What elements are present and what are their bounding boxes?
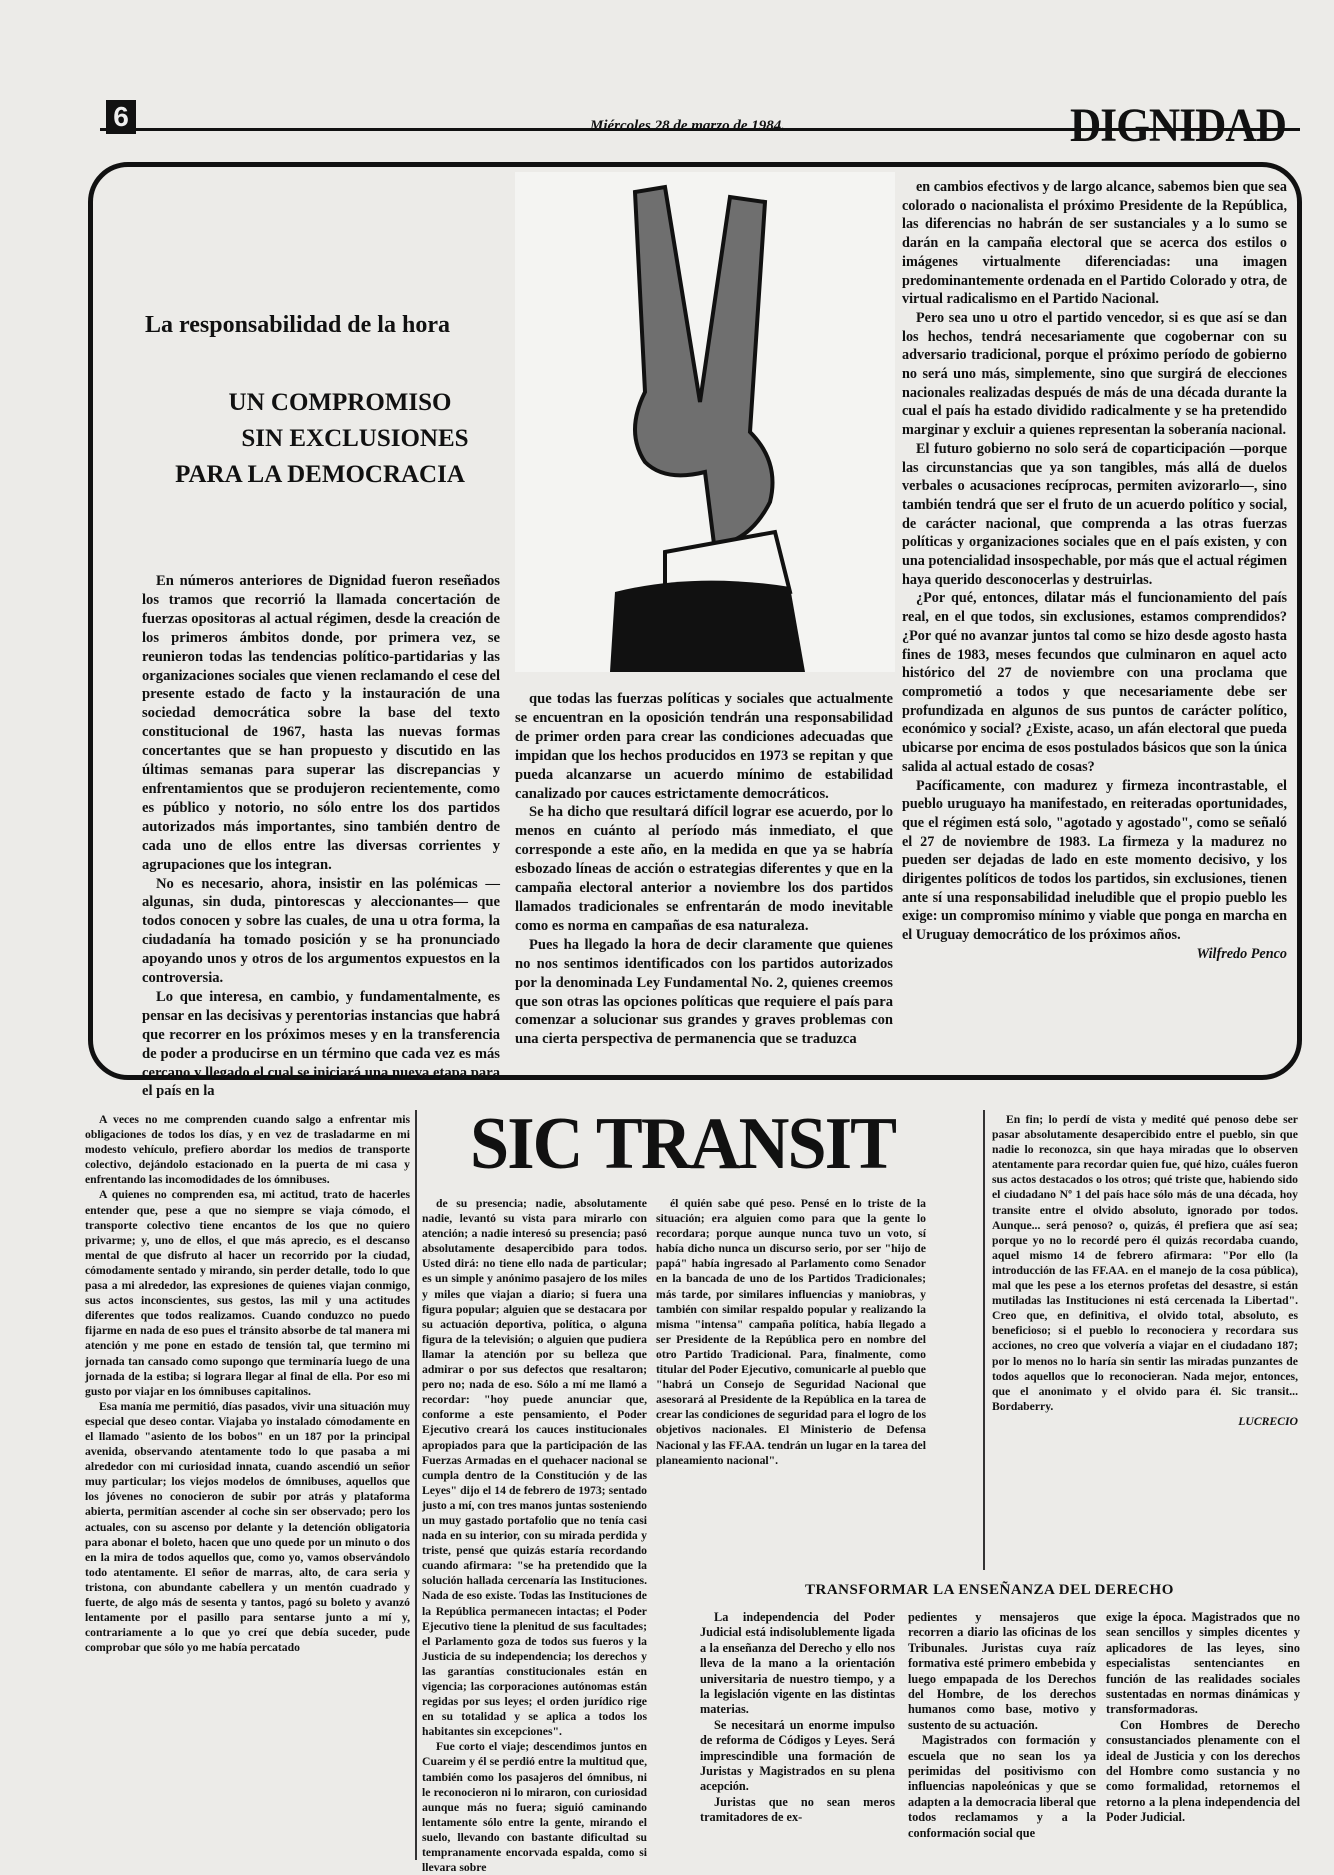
paragraph: Magistrados con formación y escuela que no sean los ya perimidas del positivismo con influencias napoleónicas y que se adapten a la democracia liberal que todos reclamamos y a la conformación social que — [908, 1733, 1096, 1840]
author-byline: LUCRECIO — [1238, 1414, 1298, 1428]
paragraph: El futuro gobierno no solo será de coparticipación —porque las circunstancias que ya son tangibles, más allá de duelos verbales o acusaciones recíprocas, permiten avizorarlo—, sino también tendrá que ser el fruto de un acuerdo político y social, de carácter nacional, que comprenda a las otras fuerzas políticas y organizaciones sociales que en el país existen, y con una potencialidad insospechable, por más que el actual régimen haya querido desconocerlas y destruirlas. — [902, 440, 1287, 588]
paragraph: Juristas que no sean meros tramitadores de ex- — [700, 1794, 895, 1825]
page-number: 6 — [106, 100, 136, 134]
paragraph: Pacíficamente, con madurez y firmeza incontrastable, el pueblo uruguayo ha manifestado, en reiteradas oportunidades, que el régimen está solo, "agotado y agostado", como se señaló el 27 de noviembre de 1983. La firmeza y la madurez no pueden ser dejadas de lado en este momento decisivo, y los dirigentes políticos de todos los partidos, sin exclusiones, tienen ante sí una responsabilidad ineludible que el propio pueblo les exige: un compromiso mínimo y viable que ponga en marcha en el Uruguay democrático de los próximos años. — [902, 777, 1287, 944]
paragraph: de su presencia; nadie, absolutamente nadie, levantó su vista para mirarlo con atención; a nadie interesó su presencia; pasó absolutamente desapercibido para todos. Usted dirá: no tiene ello nada de particular; es un simple y anónimo pasajero de los miles y miles que viajan a diario; si fuera una figura popular; alguien que se destacara por su actuación deportiva, política, o alguna figura de la televisión; o alguien que pudiera llamar la atención por su belleza que admirar o por sus defectos que resaltaron; pero no; nada de eso. Sólo a mí me llamó a recordar: "hoy puede anunciar que, conforme a este pensamiento, el Poder Ejecutivo creará los cauces institucionales apropiados para que la participación de las Fuerzas Armadas en el quehacer nacional se cumpla dentro de la Constitución y de las Leyes" dijo el 14 de febrero de 1973; sentado justo a mí, con tres manos juntas sosteniendo un muy gastado portafolio que no tenía casi nada en su interior, con su mirada perdida y triste, pensé que quizás estaría recordando cuando afirmara: "se ha pretendido que la solución hallada cercenaría las Instituciones. Nada de eso existe. Todas las Instituciones de la República permanecen intactas; el Poder Ejecutivo tiene la plenitud de sus facultades; el Parlamento goza de todos sus fueros y la Justicia de su independencia; los derechos y las garantías constitucionales están en vigencia; las corporaciones autónomas están regidas por sus leyes; el orden jurídico rige en su totalidad y se aplica a todos los habitantes sin excepciones". — [422, 1197, 647, 1739]
paragraph: En fin; lo perdí de vista y medité qué penoso debe ser pasar absolutamente desapercibido entre el pueblo, sin que nadie lo reconozca, sin que haya miradas que lo observen atentamente para recordar quien fue, qué hizo, cuáles fueron sus actos destacados o los otros; qué triste que, habiendo sido el ciudadano Nº 1 del país hace sólo más de una década, hoy transite entre el olvido absoluto, ignorado por todos. Aunque... será penoso? o, quizás, él prefiera que así sea; porque yo no lo recordé pero él quizás recordaba cuando, aquel mismo 14 de febrero afirmara: "Por ello (la introducción de las FF.AA. en el manejo de la cosa pública), mal que les pese a los eternos profetas del desastre, si están mutiladas las Instituciones ni está cercenada la Libertad". Creo que, en definitiva, el olvido total, absoluto, es beneficioso; si el pueblo lo reconociera y recordara sus acciones, no creo que volvería a viajar en el ciudadano 187; por lo menos no lo haría sin sentir las miradas punzantes de todos aquellos que lo reconocieran. Nada mejor, entonces, que el anonimato y el olvido para él. Sic transit... Bordaberry. — [992, 1113, 1298, 1413]
paragraph: Esa manía me permitió, días pasados, vivir una situación muy especial que deseo contar. Viajaba yo instalado cómodamente en el llamado "asiento de los bobos" en un 187 por la principal avenida, observando atentamente todo lo que pasaba a mi alrededor con mi curiosidad innata, cuando ascendió un señor muy particular; los viejos modelos de ómnibuses, aquellos que los jóvenes no conocieron de subir por atrás y plataforma abierta, permitían ascender al coche sin ser observado; pero los actuales, con su ascenso por delante y la detención obligatoria para abonar el boleto, hacen que uno quede por un minuto o dos en la mira de todos aquellos que, como yo, vamos observándolo todo atentamente. El señor de marras, alto, de cara seria y tristona, con abundante cabellera y un mentón cuadrado y fuerte, de algo más de sesenta y tantos, pagó su boleto y avanzó lentamente por el pasillo para sentarse junto a mí y, contrariamente a lo que yo creí que debía suceder, pude comprobar que sólo yo me había percatado — [85, 1399, 410, 1655]
paragraph: Lo que interesa, en cambio, y fundamentalmente, es pensar en las decisivas y perentorias instancias que habrá que recorrer en los próximos meses y en la transferencia de poder a producirse en un término que cada vez es más cercano y llegado el cual se iniciará una nueva etapa para el país en la — [142, 988, 500, 1100]
headline-line: PARA LA DEMOCRACIA — [175, 461, 465, 488]
column-rule — [983, 1110, 985, 1570]
derecho-column-3 — [1106, 1610, 1300, 1826]
victory-hand-illustration — [515, 172, 895, 672]
paragraph: Pues ha llegado la hora de decir claramente que quienes no nos sentimos identificados con los partidos autorizados por la denominada Ley Fundamental No. 2, quienes creemos que son otras las opciones políticas que requiere el país para comenzar a solucionar sus grandes y graves problemas con una cierta perspectiva de permanencia que se traduzca — [515, 936, 893, 1048]
feature-column-2 — [515, 690, 893, 1049]
paragraph: exige la época. Magistrados que no sean sencillos y simples dicentes y aplicadores de las leyes, sino especialistas sentenciantes en función de las realidades sociales sustentadas en normas dinámicas y transformadoras. — [1106, 1610, 1300, 1717]
paragraph: A veces no me comprenden cuando salgo a enfrentar mis obligaciones de todos los días, y en vez de trasladarme en mi modesto vehículo, prefiero abordar los medios de transporte colectivo, dejándolo estacionado en la puerta de mi casa y enfrentando las incomodidades de los ómnibuses. — [85, 1113, 410, 1187]
paragraph: Con Hombres de Derecho consustanciados plenamente con el ideal de Justicia y con los derechos del Hombre como sustancia y no como formalidad, retornemos el retorno a la plena independencia del Poder Judicial. — [1106, 1717, 1300, 1825]
paragraph: él quién sabe qué peso. Pensé en lo triste de la situación; era alguien como para que la gente lo recordara; porque aunque nunca tuvo un voto, sí había dicho nunca un discurso serio, por ser "hijo de papá" había ingresado al Parlamento como Senador en la bancada de uno de los Partidos Tradicionales; más tarde, por similares influencias y maniobras, y también con similar respaldo popular y realizando la misma "intensa" campaña política, había llegado a ser Presidente de la República pero en nombre del otro Partido Tradicional. Para, finalmente, como titular del Poder Ejecutivo, comunicarle al pueblo que "habrá un Consejo de Seguridad Nacional que asesorará al Presidente de la República en la tarea de crear las condiciones de seguridad para el logro de los objetivos nacionales. El Ministerio de Defensa Nacional y las FF.AA. tendrán un lugar en la tarea del planeamiento nacional". — [656, 1197, 926, 1467]
column-rule — [415, 1110, 417, 1860]
paragraph: En números anteriores de Dignidad fueron reseñados los tramos que recorrió la llamada concertación de fuerzas opositoras al actual régimen, desde la creación de los primeros ámbitos donde, por primera vez, se reunieron todas las tendencias político-partidarias y las organizaciones sociales que vienen reclamando el cese del presente estado de facto y la instauración de una sociedad democrática sobre la base del texto constitucional de 1967, hasta las nuevas formas concertantes que se han propuesto y discutido en las últimas semanas para superar las discrepancias y enfrentamientos que se produjeron recientemente, como es público y notorio, no sólo entre los dos partidos autorizados más importantes, sino también dentro de cada uno de ellos entre las diversas corrientes y agrupaciones que los integran. — [142, 573, 500, 873]
paragraph: en cambios efectivos y de largo alcance, sabemos bien que sea colorado o nacionalista el próximo Presidente de la República, las diferencias no habrán de ser sustanciales y a lo sumo se darán en la campaña electoral que se acerca dos estilos o imágenes virtualmente diferenciadas: una imagen predominantemente ordenada en el Partido Colorado y otra, de virtual radicalismo en el Partido Nacional. — [902, 179, 1287, 308]
paragraph: La independencia del Poder Judicial está indisolublemente ligada a la enseñanza del Derecho y ello nos lleva de la mano a la orientación universitaria de nuestro tiempo, y a la legislación vigente en las distintas materias. — [700, 1610, 895, 1717]
headline-line: SIN EXCLUSIONES — [241, 425, 469, 452]
paragraph: No es necesario, ahora, insistir en las polémicas —algunas, sin duda, pintorescas y aleccionantes— que todos conocen y sobre las cuales, de una u otra forma, la ciudadanía ha tomado posición y se ha pronunciado apoyando unos y otros de los argumentos expuestos en la controversia. — [142, 875, 500, 987]
headline — [170, 385, 510, 493]
paragraph: pedientes y mensajeros que recorren a diario las oficinas de los Tribunales. Juristas cuya raíz formativa esté primero embebida y luego empapada de los Derechos del Hombre, de los derechos humanos como base, motivo y sustento de su actuación. — [908, 1610, 1096, 1732]
feature-column-1 — [142, 572, 500, 1101]
issue-date: Miércoles 28 de marzo de 1984. — [590, 118, 785, 134]
paragraph: A quienes no comprenden esa, mi actitud, trato de hacerles entender que, pese a que no siempre se viaja cómodo, el transporte colectivo tiene encantos de los que no quiero privarme; y, uno de ellos, el que más aprecio, es el descanso mental de que disfruto al hacer un recorrido por la ciudad, cómodamente sentado y mirando, sin perder detalle, todo lo que pasa a mi alrededor, las expresiones de quienes viajan conmigo, sus actos inconscientes, sus gestos, las mil y una actitudes diferentes que todos realizamos. Cuando conduzco no puedo fijarme en nada de eso pues el tránsito absorbe de tal manera mi atención y me pone en estado de tensión tal, que termino mi jornada tan cansado como supongo que terminaría luego de una jornada de la estiba; si lograra llegar al final de ella. Por eso mi gusto por viajar en los ómnibuses capitalinos. — [85, 1188, 410, 1398]
sic-column-2 — [422, 1196, 647, 1875]
feature-column-3 — [902, 178, 1287, 964]
derecho-column-1 — [700, 1610, 895, 1826]
sic-column-1 — [85, 1112, 410, 1655]
headline-line: UN COMPROMISO — [228, 389, 452, 416]
section-title: TRANSFORMAR LA ENSEÑANZA DEL DERECHO — [805, 1582, 1174, 1598]
paragraph: ¿Por qué, entonces, dilatar más el funcionamiento del país real, en el que todos, sin exclusiones, estamos comprendidos? ¿Por qué no avanzar juntos tal como se hizo desde agosto hasta fines de 1983, meses fecundos que culminaron en aquel acto histórico del 27 de noviembre con una proclama que comprometió a todos y que necesariamente debe ser profundizada en algunos de sus puntos de carácter político, económico y social? ¿Existe, acaso, un afán electoral que pueda ubicarse por encima de esos postulados básicos que son la única salida al actual estado de cosas? — [902, 590, 1287, 775]
paragraph: Se ha dicho que resultará difícil lograr ese acuerdo, por lo menos en cuánto al período más inmediato, el que corresponde a este año, en la medida en que ya se habría esbozado líneas de acción o estrategias diferentes y que en la campaña electoral anterior a noviembre los dos partidos llamados tradicionales se enfrentarán de modo inevitable como es norma en campañas de esa naturaleza. — [515, 804, 893, 934]
paragraph: que todas las fuerzas políticas y sociales que actualmente se encuentran en la oposición tendrán una responsabilidad de primer orden para crear las condiciones adecuadas que impidan que los hechos producidos en 1973 se repitan y que pueda alcanzarse un acuerdo mínimo de estabilidad canalizado por cauces estrictamente democráticos. — [515, 691, 893, 802]
kicker: La responsabilidad de la hora — [145, 312, 450, 338]
sic-column-4 — [992, 1112, 1298, 1429]
paragraph: Pero sea uno u otro el partido vencedor, si es que así se dan los hechos, tendrá necesariamente que cogobernar con su adversario tradicional, porque el próximo período de gobierno no será uno más, simplemente, sino que surgirá de elecciones nacionales realizadas después de más de una década durante la cual el país ha estado dividido radicalmente y se ha pretendido marginar y excluir a quienes representan la soberanía nacional. — [902, 309, 1287, 439]
masthead: DIGNIDAD — [1070, 99, 1287, 152]
paragraph: Fue corto el viaje; descendimos juntos en Cuareim y él se perdió entre la multitud que, también como los pasajeros del ómnibus, ni le reconocieron ni lo miraron, con curiosidad aunque más no fuera; siguió caminando lentamente sólo entre la gente, mirando el suelo, llevando con bastante dificultad su tempranamente encorvada espalda, como si llevara sobre — [422, 1740, 647, 1875]
paragraph: Se necesitará un enorme impulso de reforma de Códigos y Leyes. Será imprescindible una formación de Juristas y Magistrados en su plena acepción. — [700, 1717, 895, 1794]
sic-column-3 — [656, 1196, 926, 1468]
author-byline: Wilfredo Penco — [1196, 945, 1287, 962]
derecho-column-2 — [908, 1610, 1096, 1841]
sic-transit-title: SIC TRANSIT — [470, 1103, 896, 1185]
